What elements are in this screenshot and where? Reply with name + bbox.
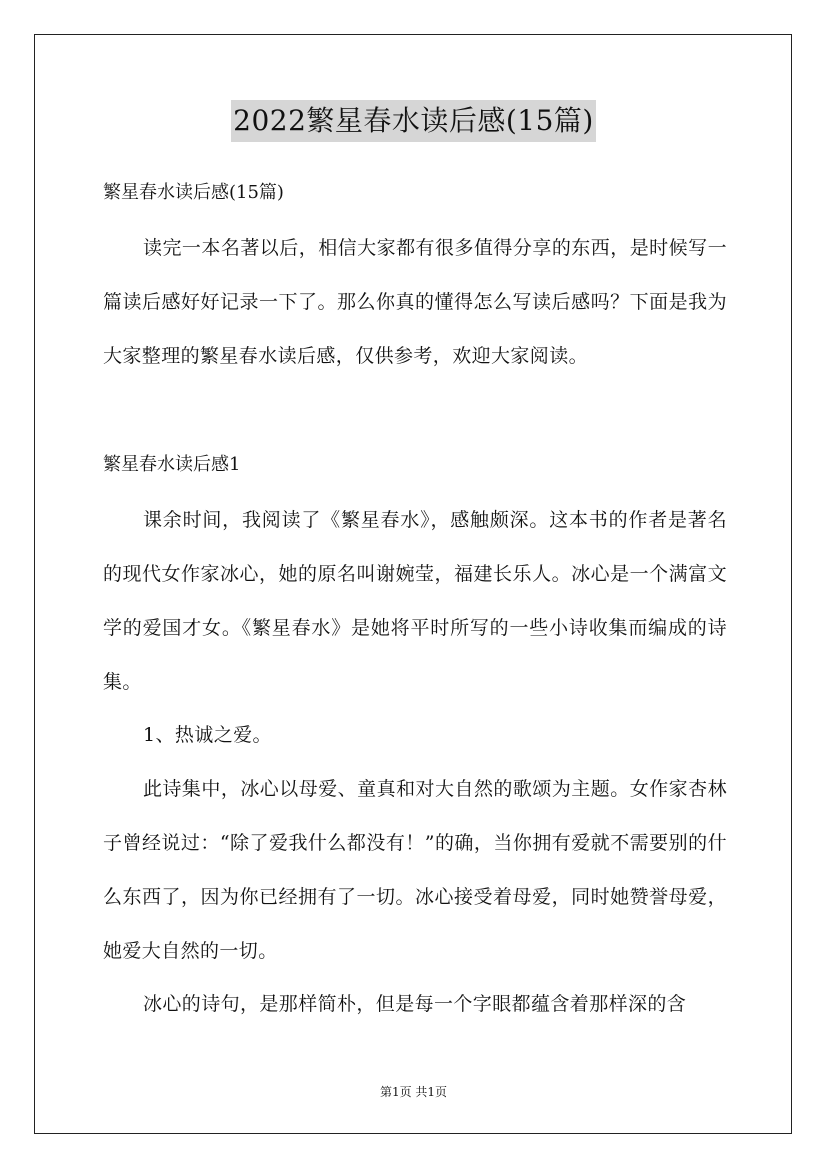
- section-heading: 繁星春水读后感1: [103, 454, 241, 475]
- title-container: [0, 100, 827, 142]
- page-footer: 第1页 共1页: [379, 1085, 448, 1099]
- body-paragraph-1: 课余时间，我阅读了《繁星春水》，感触颇深。这本书的作者是著名的现代女作家冰心，她的原名叫谢婉莹，福建长乐人。冰心是一个满富文学的爱国才女。《繁星春水》是她将平时所写的一些小诗收集而编成的诗集。: [103, 509, 727, 693]
- document-title: 2022繁星春水读后感(15篇): [231, 100, 596, 142]
- body-paragraph-3: 此诗集中，冰心以母爱、童真和对大自然的歌颂为主题。女作家杏林子曾经说过：“除了爱我什么都没有！”的确，当你拥有爱就不需要别的什么东西了，因为你已经拥有了一切。冰心接受着母爱，同时她赞誉母爱，她爱大自然的一切。: [103, 778, 727, 962]
- document-subtitle: 繁星春水读后感(15篇): [103, 182, 284, 203]
- intro-paragraph: 读完一本名著以后，相信大家都有很多值得分享的东西，是时候写一篇读后感好好记录一下了。那么你真的懂得怎么写读后感吗？下面是我为大家整理的繁星春水读后感，仅供参考，欢迎大家阅读。: [103, 237, 727, 367]
- body-paragraph-4: 冰心的诗句，是那样简朴，但是每一个字眼都蕴含着那样深的含: [143, 993, 687, 1015]
- body-paragraph-2: 1、热诚之爱。: [143, 724, 272, 746]
